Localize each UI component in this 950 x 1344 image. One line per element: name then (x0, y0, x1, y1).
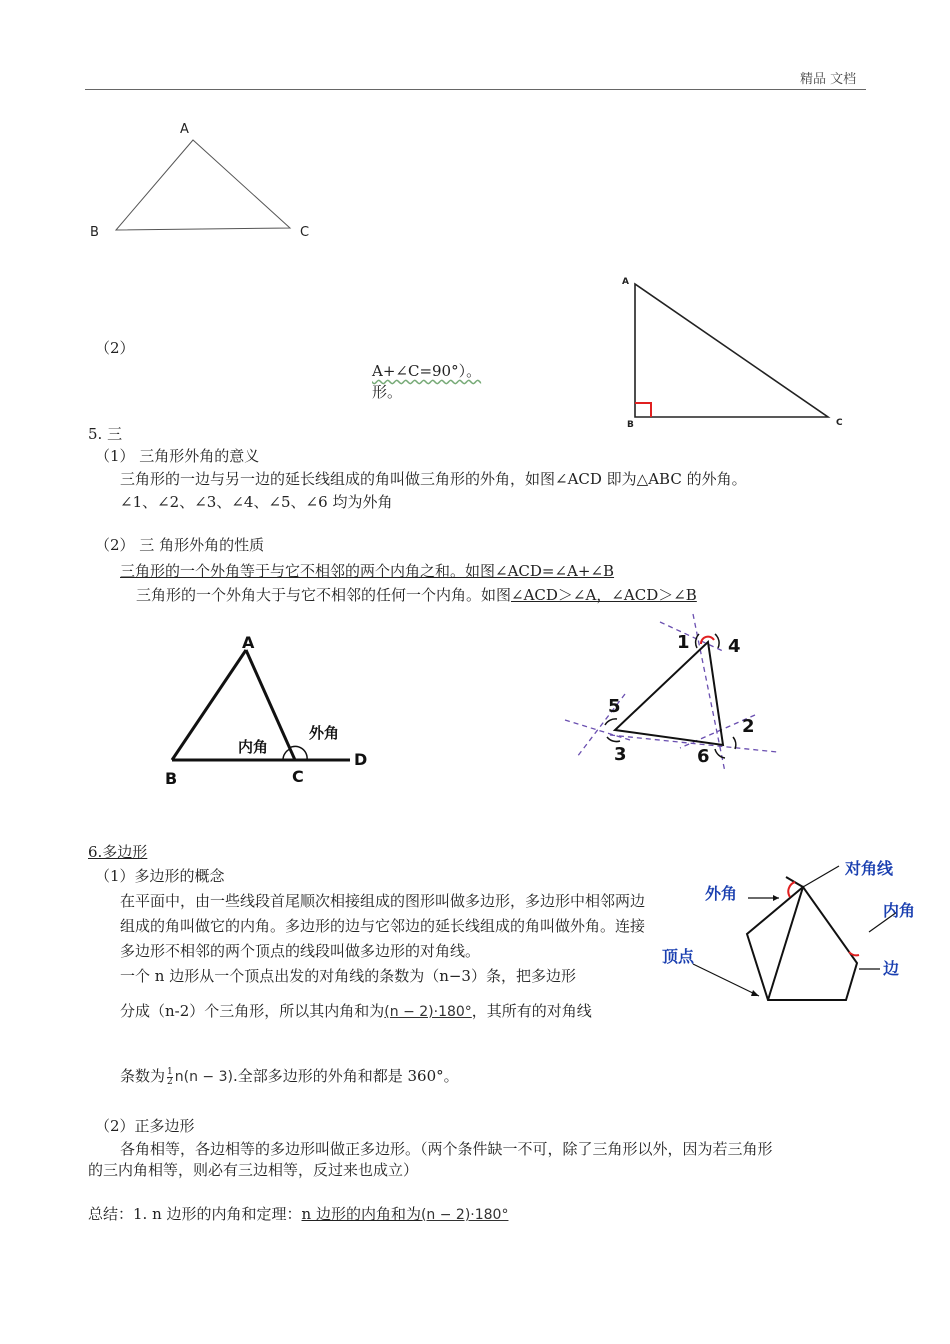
fig4-label-2: 2 (742, 716, 755, 737)
section5-text1: 三角形的一边与另一边的延长线组成的角叫做三角形的外角，如图∠ACD 即为△ABC 的外角。 (120, 470, 747, 488)
fig2-label-a: A (622, 277, 629, 287)
fig3-label-exterior: 外角 (309, 724, 340, 742)
fig5-label-side: 边 (883, 959, 900, 978)
section6-interior-sum (120, 1001, 592, 1022)
fig3-label-b: B (165, 769, 178, 788)
section6-title: 6.多边形 (88, 843, 148, 861)
fig3-label-a: A (242, 633, 255, 652)
fig3-label-d: D (354, 750, 368, 769)
interior-sum-prefix: 分成（n-2）个三角形，所以其内角和为 (120, 1002, 385, 1020)
triangle-figure-1 (80, 118, 330, 243)
exterior-angle-figure (150, 632, 390, 792)
pentagon-figure (655, 852, 925, 1012)
fig4-label-5: 5 (608, 696, 621, 717)
fig4-label-3: 3 (614, 744, 627, 765)
summary-underlined: n 边形的内角和为 (301, 1205, 421, 1223)
diagonal-total-suffix: .全部多边形的外角和都是 360°。 (232, 1067, 459, 1085)
header-rule (85, 89, 866, 90)
section5-heading2: （2） 三 角形外角的性质 (95, 536, 265, 554)
fig4-label-1: 1 (677, 632, 690, 653)
page-header-label: 精品 文档 (800, 72, 857, 87)
diagonal-total-formula: n(n − 3) (174, 1069, 233, 1085)
section6-diagonal-count: 一个 n 边形从一个顶点出发的对角线的条数为（n−3）条，把多边形 (120, 967, 576, 985)
interior-sum-suffix: ，其所有的对角线 (471, 1002, 592, 1020)
fig4-label-4: 4 (728, 636, 741, 657)
fig5-label-diagonal: 对角线 (845, 859, 894, 878)
section6-concept-paragraph: 在平面中，由一些线段首尾顺次相接组成的图形叫做多边形，多边形中相邻两边组成的角叫做它的内角。多边形的边与它邻边的延长线组成的角叫做外角。连接多边形不相邻的两个顶点的线段叫做多边形的对角线。 (120, 892, 646, 960)
fig1-label-a: A (180, 122, 189, 137)
section5-property2-relation: ∠ACD＞∠A，∠ACD＞∠B (511, 586, 697, 604)
section6-heading2: （2）正多边形 (95, 1117, 195, 1135)
summary-formula: (n − 2)·180° (420, 1207, 509, 1223)
fig4-label-6: 6 (697, 746, 710, 767)
section6-regular-line2: 的三内角相等，则必有三边相等，反过来也成立） (88, 1161, 419, 1179)
fig1-label-c: C (300, 225, 310, 240)
summary-line (88, 1204, 508, 1225)
fig3-label-interior: 内角 (238, 738, 269, 756)
fig5-label-interior: 内角 (883, 901, 916, 920)
section5-property1: 三角形的一个外角等于与它不相邻的两个内角之和。如图∠ACD=∠A+∠B (120, 562, 615, 580)
section5-title: 5. 三 (88, 425, 123, 443)
right-triangle-figure (615, 272, 850, 432)
fraction-numerator: 1 (167, 1066, 173, 1077)
diagonal-total-prefix: 条数为 (120, 1067, 166, 1085)
interior-sum-formula: (n − 2)·180° (384, 1004, 472, 1020)
section5-heading1: （1） 三角形外角的意义 (95, 447, 260, 465)
section5-text2: ∠1、∠2、∠3、∠4、∠5、∠6 均为外角 (120, 493, 393, 511)
fig1-label-b: B (90, 225, 99, 240)
part2-line1: A+∠C=90°）。 (372, 362, 482, 380)
fig5-label-vertex: 顶点 (662, 947, 695, 966)
fraction-denominator: 2 (167, 1076, 173, 1087)
summary-prefix: 总结：1. n 边形的内角和定理： (88, 1205, 302, 1223)
section6-diagonal-total (120, 1066, 459, 1087)
six-exterior-angles-figure (545, 612, 805, 792)
fig2-label-b: B (627, 420, 634, 430)
section5-property2-prefix: 三角形的一个外角大于与它不相邻的任何一个内角。如图 (136, 586, 512, 604)
part2-line2: 形。 (372, 383, 403, 401)
fig2-label-c: C (836, 418, 843, 428)
section6-regular-line1: 各角相等，各边相等的多边形叫做正多边形。（两个条件缺一不可，除了三角形以外，因为若三角形 (120, 1140, 773, 1158)
fig5-label-exterior: 外角 (705, 884, 738, 903)
section6-heading1: （1）多边形的概念 (95, 867, 225, 885)
fig3-label-c: C (292, 767, 304, 786)
part2-label: （2） (95, 339, 135, 357)
section5-property2 (136, 585, 697, 605)
